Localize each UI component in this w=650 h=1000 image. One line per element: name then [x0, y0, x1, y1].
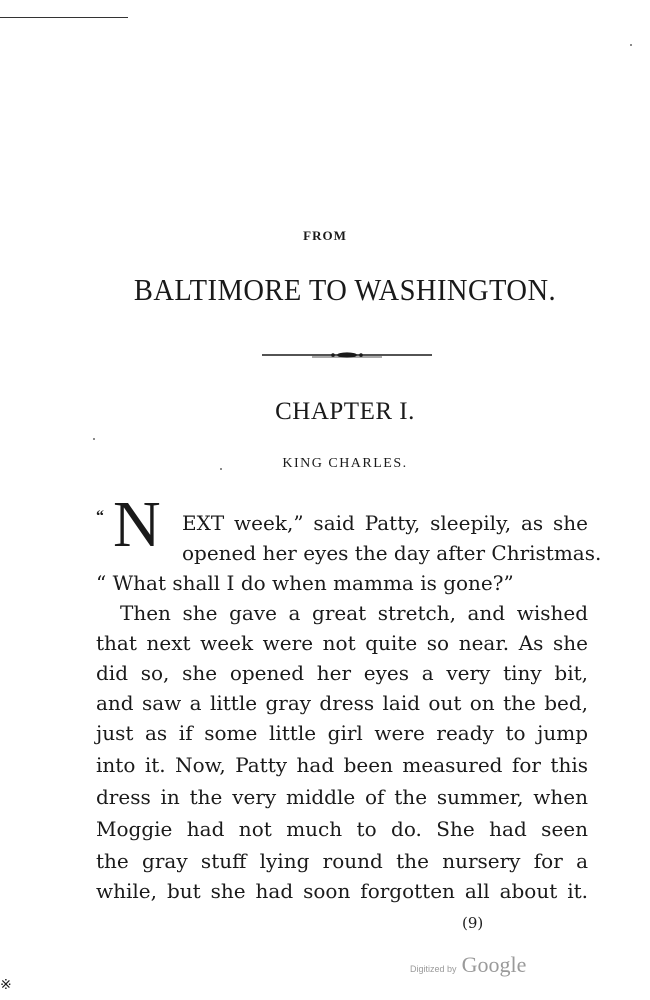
- paper-speck: [93, 438, 95, 440]
- paper-speck: [630, 44, 632, 46]
- text-line: just as if some little girl were ready to jump: [96, 721, 588, 745]
- text-line: the gray stuff lying round the nursery for a: [96, 849, 588, 873]
- chapter-heading: CHAPTER I.: [275, 398, 415, 425]
- text-line: while, but she had soon forgotten all about it.: [96, 879, 588, 903]
- top-rule: [0, 17, 128, 18]
- text-line: EXT week,” said Patty, sleepily, as she: [182, 511, 588, 535]
- chapter-title: KING CHARLES.: [282, 456, 408, 471]
- digitized-prefix: Digitized by: [410, 964, 457, 974]
- text-line: that next week were not quite so near. As she: [96, 631, 588, 655]
- text-line: dress in the very middle of the summer, when: [96, 785, 588, 809]
- text-line: and saw a little gray dress laid out on the bed,: [96, 691, 588, 715]
- title-kicker: FROM: [303, 228, 347, 243]
- paper-speck: [220, 468, 222, 470]
- text-line: “ What shall I do when mamma is gone?”: [96, 571, 514, 595]
- text-line: Moggie had not much to do. She had seen: [96, 817, 588, 841]
- digitized-watermark: [410, 952, 526, 978]
- text-line: into it. Now, Patty had been measured for this: [96, 753, 588, 777]
- ornament-rule: [262, 351, 432, 359]
- text-line: Then she gave a great stretch, and wished: [120, 601, 588, 625]
- margin-mark: ※: [0, 977, 12, 993]
- drop-cap: N: [113, 488, 161, 561]
- book-title: BALTIMORE TO WASHINGTON.: [133, 272, 557, 307]
- page-number: (9): [462, 914, 484, 932]
- opening-quote-mark: “: [96, 508, 104, 525]
- google-logo: Google: [461, 952, 527, 977]
- text-line: did so, she opened her eyes a very tiny bit,: [96, 661, 588, 685]
- text-line: opened her eyes the day after Christmas.: [182, 541, 602, 565]
